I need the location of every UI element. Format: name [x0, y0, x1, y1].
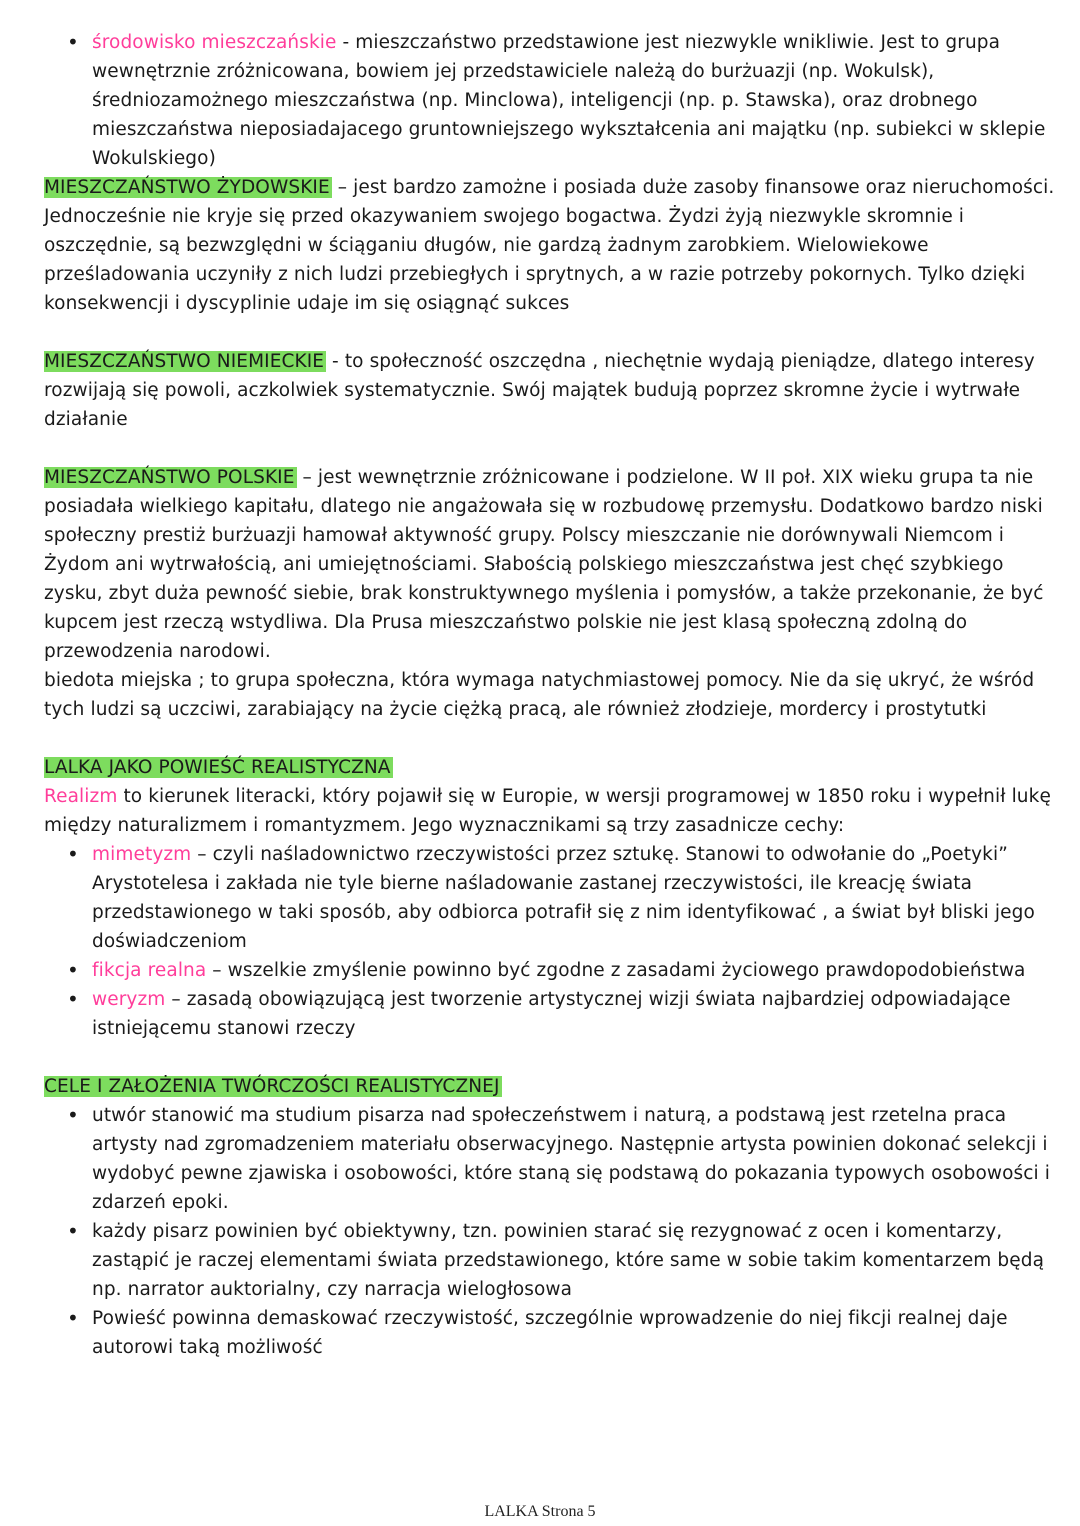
- list-item: [92, 840, 1060, 956]
- paragraph-text: - to społeczność oszczędna , niechętnie wydają pieniądze, dlatego interesy rozwijają się powoli, aczkolwiek systematycznie. Swój majątek budują poprzez skromne życie i wytrwałe działanie: [44, 351, 1035, 430]
- german-paragraph: [44, 347, 1060, 434]
- term-highlight: środowisko mieszczańskie: [92, 32, 337, 53]
- intro-list: [44, 28, 1060, 173]
- paragraph-text: to kierunek literacki, który pojawił się w Europie, w wersji programowej w 1850 roku i wypełnił lukę między naturalizmem i romantyzmem. Jego wyznacznikami są trzy zasadnicze cechy:: [44, 786, 1051, 836]
- goals-list: [44, 1101, 1060, 1362]
- list-item: • każdy pisarz powinien być obiektywny, tzn. powinien starać się rezygnować z ocen i komentarzy, zastąpić je raczej elementami świata przedstawionego, które same w sobie takim komentarzem będą np. narrator auktorialny, czy narracja wielogłosowa: [92, 1217, 1060, 1304]
- intro-item: [92, 28, 1060, 173]
- term-highlight: mimetyzm: [92, 844, 192, 865]
- term-highlight: Realizm: [44, 786, 118, 807]
- section-heading: LALKA JAKO POWIEŚĆ REALISTYCZNA: [44, 757, 391, 778]
- poor-paragraph: biedota miejska ; to grupa społeczna, która wymaga natychmiastowej pomocy. Nie da się ukryć, że wśród tych ludzi są uczciwi, zarabiający na życie ciężką pracą, ale również złodzieje, mordercy i prostytutki: [44, 670, 1035, 720]
- list-item: [92, 985, 1060, 1043]
- page-footer: LALKA Strona 5: [484, 1503, 596, 1520]
- list-item-text: – czyli naśladownictwo rzeczywistości przez sztukę. Stanowi to odwołanie do „Poetyki” Arystotelesa i zakłada nie tyle bierne naśladowanie zastanej rzeczywistości, ile kreację świata przedstawionego w taki sposób, aby odbiorca potrafił się z nim identyfikować , a świat był bliski jego doświadczeniom: [92, 844, 1035, 952]
- polish-paragraph: [44, 463, 1060, 666]
- section-heading: CELE I ZAŁOŻENIA TWÓRCZOŚCI REALISTYCZNEJ: [44, 1076, 500, 1097]
- list-item-text: – wszelkie zmyślenie powinno być zgodne z zasadami życiowego prawdopodobieństwa: [206, 960, 1026, 981]
- section-heading: MIESZCZAŃSTWO POLSKIE: [44, 467, 295, 488]
- list-item-text: – zasadą obowiązującą jest tworzenie artystycznej wizji świata najbardziej odpowiadające istniejącemu stanowi rzeczy: [92, 989, 1011, 1039]
- jewish-paragraph: [44, 173, 1060, 318]
- section-heading: MIESZCZAŃSTWO ŻYDOWSKIE: [44, 177, 330, 198]
- paragraph-text: – jest wewnętrznie zróżnicowane i podzielone. W II poł. XIX wieku grupa ta nie posiadała wielkiego kapitału, dlatego nie angażowała się w rozbudowę przemysłu. Dodatkowo bardzo niski społeczny prestiż burżuazji hamował aktywność grupy. Polscy mieszczanie nie dorównywali Niemcom i Żydom ani wytrwałością, ani umiejętnościami. Słabością polskiego mieszczaństwa jest chęć szybkiego zysku, zbyt duża pewność siebie, brak konstruktywnego myślenia i pomysłów, a także przekonanie, że być kupcem jest rzeczą wstydliwa. Dla Prusa mieszczaństwo polskie nie jest klasą społeczną zdolną do przewodzenia narodowi.: [44, 467, 1044, 662]
- realism-list: [44, 840, 1060, 1043]
- list-item: • Powieść powinna demaskować rzeczywistość, szczególnie wprowadzenie do niej fikcji realnej daje autorowi taką możliwość: [92, 1304, 1060, 1362]
- list-item: • utwór stanowić ma studium pisarza nad społeczeństwem i naturą, a podstawą jest rzetelna praca artysty nad zgromadzeniem materiału obserwacyjnego. Następnie artysta powinien dokonać selekcji i wydobyć pewne zjawiska i osobowości, które staną się podstawą do pokazania typowych osobowości i zdarzeń epoki.: [92, 1101, 1060, 1217]
- realism-heading-line: [44, 753, 1060, 782]
- term-highlight: weryzm: [92, 989, 166, 1010]
- section-heading: MIESZCZAŃSTWO NIEMIECKIE: [44, 351, 325, 372]
- realism-paragraph: [44, 782, 1060, 840]
- list-item: [92, 956, 1060, 985]
- goals-heading-line: [44, 1072, 1060, 1101]
- page-content: [44, 28, 1060, 1362]
- term-highlight: fikcja realna: [92, 960, 207, 981]
- intro-text: - mieszczaństwo przedstawione jest niezwykle wnikliwie. Jest to grupa wewnętrznie zróżnicowana, bowiem jej przedstawiciele należą do burżuazji (np. Wokulsk), średniozamożnego mieszczaństwa (np. Minclowa), inteligencji (np. p. Stawska), oraz drobnego mieszczaństwa nieposiadajacego gruntowniejszego wykształcenia ani majątku (np. subiekci w sklepie Wokulskiego): [92, 32, 1046, 169]
- paragraph-text: – jest bardzo zamożne i posiada duże zasoby finansowe oraz nieruchomości. Jednocześnie nie kryje się przed okazywaniem swojego bogactwa. Żydzi żyją niezwykle skromnie i oszczędnie, są bezwzględni w ściąganiu długów, nie gardzą żadnym zarobkiem. Wielowiekowe prześladowania uczyniły z nich ludzi przebiegłych i sprytnych, a w razie potrzeby pokornych. Tylko dzięki konsekwencji i dyscyplinie udaje im się osiągnąć sukces: [44, 177, 1055, 314]
